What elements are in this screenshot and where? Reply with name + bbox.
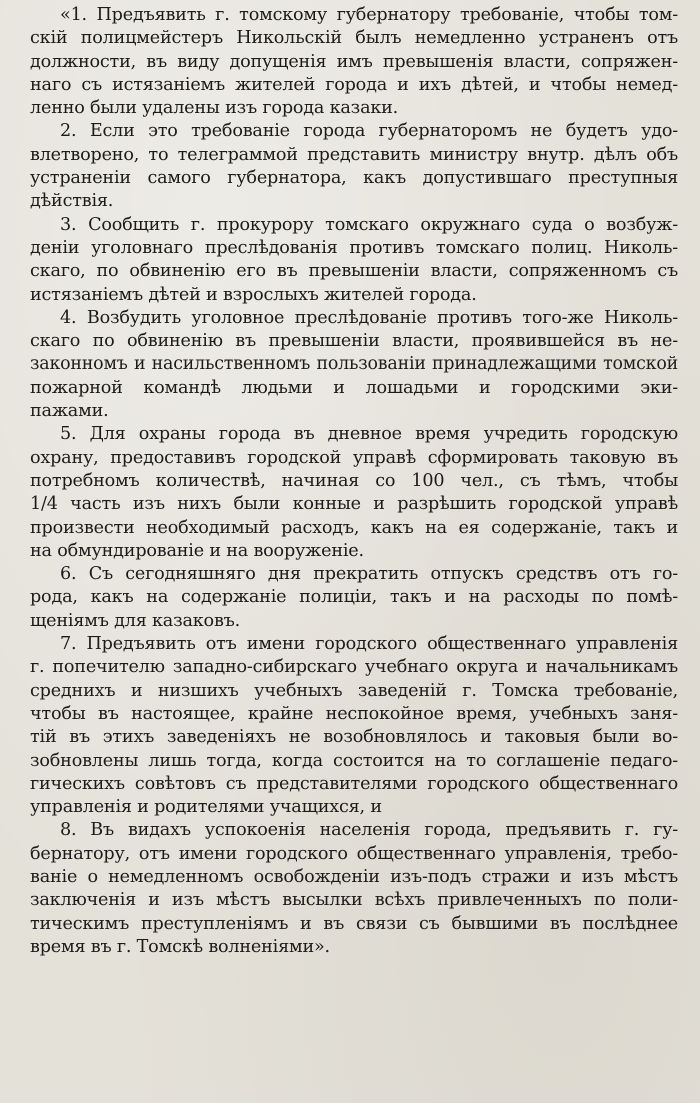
text-line: на обмундированіе и на вооруженіе. xyxy=(30,540,364,561)
text-line: охрану, предоставивъ городской управѣ сформировать таковую въ xyxy=(30,447,678,468)
text-line: скаго, по обвиненію его въ превышеніи власти, сопряженномъ съ xyxy=(30,261,678,282)
text-line: 6. Съ сегодняшняго дня прекратить отпускъ средствъ отъ го- xyxy=(60,564,678,585)
text-line: 1/4 часть изъ нихъ были конные и разрѣшить городской управѣ xyxy=(30,494,678,515)
text-line: скаго по обвиненію въ превышеніи власти, проявившейся въ не- xyxy=(30,331,678,352)
text-line: 4. Возбудить уголовное преслѣдованіе противъ того-же Николь- xyxy=(60,307,678,328)
text-line: пожарной командѣ людьми и лошадьми и городскими эки- xyxy=(30,377,678,398)
text-line: бернатору, отъ имени городского общественнаго управленія, требо- xyxy=(30,843,678,864)
text-line: потребномъ количествѣ, начиная со 100 чел., съ тѣмъ, чтобы xyxy=(30,470,678,491)
text-line: наго съ истязаніемъ жителей города и ихъ дѣтей, и чтобы немед- xyxy=(30,74,678,95)
text-line: 3. Сообщить г. прокурору томскаго окружнаго суда о возбуж- xyxy=(60,214,678,235)
text-line: 5. Для охраны города въ дневное время учредить городскую xyxy=(60,424,678,445)
paragraph-8 xyxy=(30,819,678,959)
text-line: тій въ этихъ заведеніяхъ не возобновлялось и таковыя были во- xyxy=(30,727,678,748)
paragraph-7 xyxy=(30,633,678,819)
text-line: скій полицмейстеръ Никольскій былъ немедленно устраненъ отъ xyxy=(30,28,678,49)
text-line: г. попечителю западно-сибирскаго учебнаго округа и начальникамъ xyxy=(30,657,678,678)
text-line: деніи уголовнаго преслѣдованія противъ томскаго полиц. Николь- xyxy=(30,237,678,258)
text-line: ваніе о немедленномъ освобожденіи изъ-подъ стражи и изъ мѣстъ xyxy=(30,866,678,887)
paragraph-2 xyxy=(30,120,678,213)
text-line: пажами. xyxy=(30,401,109,422)
text-line: произвести необходимый расходъ, какъ на ея содержаніе, такъ и xyxy=(30,517,678,538)
document-text xyxy=(30,4,678,959)
text-line: щеніямъ для казаковъ. xyxy=(30,610,241,631)
paragraph-3 xyxy=(30,214,678,307)
paragraph-1 xyxy=(30,4,678,120)
text-line: устраненіи самого губернатора, какъ допустившаго преступныя xyxy=(30,168,678,189)
text-line: законномъ и насильственномъ пользованіи принадлежащими томской xyxy=(30,354,678,375)
text-line: заключенія и изъ мѣстъ высылки всѣхъ привлеченныхъ по поли- xyxy=(30,890,678,911)
paragraph-5 xyxy=(30,423,678,563)
text-line: рода, какъ на содержаніе полиціи, такъ и на расходы по помѣ- xyxy=(30,587,678,608)
text-line: чтобы въ настоящее, крайне неспокойное время, учебныхъ заня- xyxy=(30,703,678,724)
text-line: гическихъ совѣтовъ съ представителями городского общественнаго xyxy=(30,773,678,794)
text-line: дѣйствія. xyxy=(30,191,114,212)
text-line: время въ г. Томскѣ волненіями». xyxy=(30,936,330,957)
text-line: должности, въ виду допущенія имъ превышенія власти, сопряжен- xyxy=(30,51,678,72)
text-line: 2. Если это требованіе города губернаторомъ не будетъ удо- xyxy=(60,121,678,142)
text-line: «1. Предъявить г. томскому губернатору требованіе, чтобы том- xyxy=(60,5,678,25)
text-line: 7. Предъявить отъ имени городского общественнаго управленія xyxy=(60,634,678,655)
paragraph-6 xyxy=(30,563,678,633)
text-line: влетворено, то телеграммой представить министру внутр. дѣлъ объ xyxy=(30,144,678,165)
text-line: тическимъ преступленіямъ и въ связи съ бывшими въ послѣднее xyxy=(30,913,678,934)
text-line: ленно были удалены изъ города казаки. xyxy=(30,98,399,119)
text-line: 8. Въ видахъ успокоенія населенія города, предъявить г. гу- xyxy=(60,820,678,841)
text-line: среднихъ и низшихъ учебныхъ заведеній г. Томска требованіе, xyxy=(30,680,678,701)
text-line: истязаніемъ дѣтей и взрослыхъ жителей города. xyxy=(30,284,477,305)
paragraph-4 xyxy=(30,307,678,423)
text-line: зобновлены лишь тогда, когда состоится на то соглашеніе педаго- xyxy=(30,750,678,771)
text-line: управленія и родителями учащихся, и xyxy=(30,797,382,818)
